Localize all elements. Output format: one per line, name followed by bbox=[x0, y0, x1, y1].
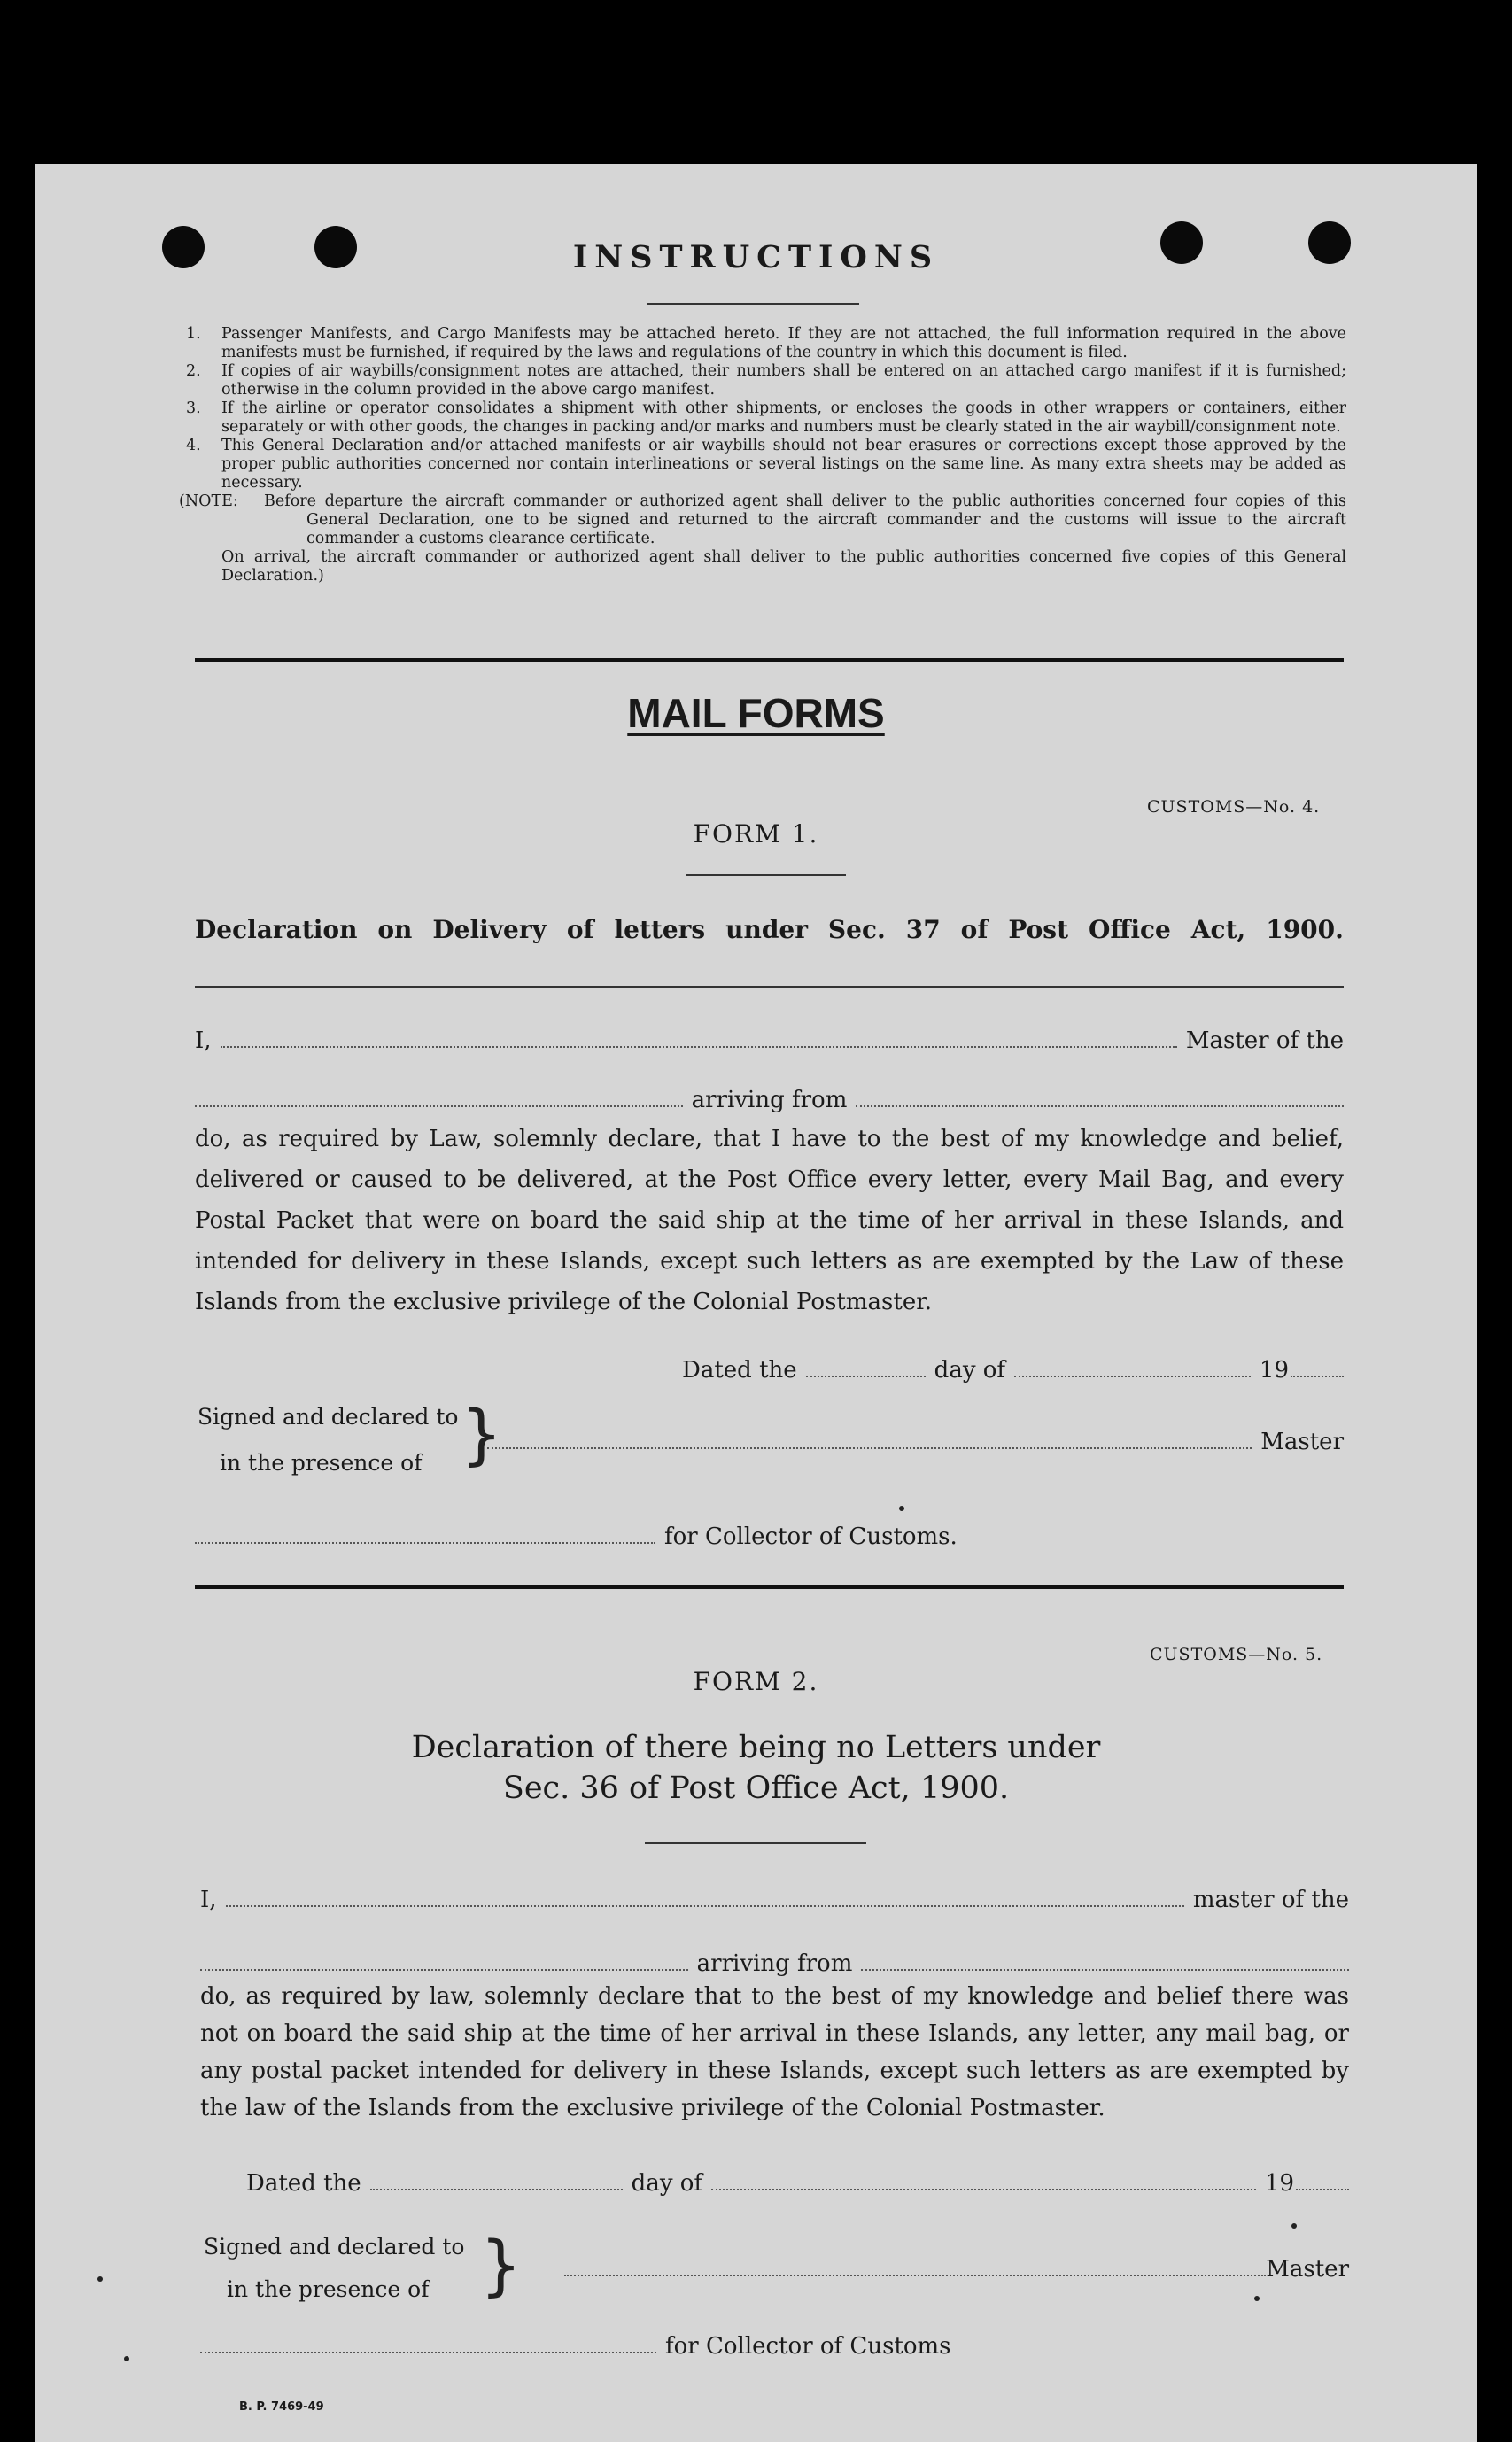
year-label: 19 bbox=[1264, 2170, 1294, 2197]
instruction-number: 1. bbox=[186, 325, 201, 343]
document-page bbox=[35, 164, 1477, 2442]
decl-word: of bbox=[960, 915, 989, 944]
mail-forms-title: MAIL FORMS bbox=[627, 690, 885, 736]
form2-master-signature-line bbox=[564, 2256, 1349, 2283]
instruction-text: This General Declaration and/or attached manifests or air waybills should not bear erasures or corrections except those approved by the proper public authorities concerned nor contain interlineations or several listings on the same line. As many extra sheets may be added as necessary. bbox=[221, 437, 1346, 492]
form2-year-field[interactable] bbox=[1296, 2173, 1349, 2190]
form1-arriving-from-label: arriving from bbox=[691, 1087, 848, 1113]
master-name-field[interactable] bbox=[221, 1030, 1177, 1048]
form2-dated-line bbox=[246, 2170, 1349, 2197]
ink-speck bbox=[1254, 2296, 1260, 2301]
form2-title-line-1: Declaration of there being no Letters under bbox=[411, 1730, 1101, 1765]
ink-speck bbox=[899, 1506, 904, 1511]
instruction-item-1 bbox=[186, 325, 1346, 362]
form1-month-field[interactable] bbox=[1014, 1360, 1251, 1377]
form1-dated-line bbox=[682, 1357, 1344, 1384]
form2-arriving-from-label: arriving from bbox=[696, 1950, 853, 1977]
form1-i-label: I, bbox=[195, 1027, 212, 1054]
form1-heading-underline bbox=[686, 874, 846, 876]
form1-line-master bbox=[195, 1027, 1344, 1054]
decl-word: letters bbox=[614, 915, 706, 944]
decl-word: Act, bbox=[1190, 915, 1246, 944]
footer-form-code: B. P. 7469-49 bbox=[239, 2400, 324, 2414]
form1-title-rule bbox=[195, 986, 1344, 988]
ink-speck bbox=[124, 2356, 129, 2361]
form1-collector-field[interactable] bbox=[195, 1526, 655, 1544]
form2-title-line-2: Sec. 36 of Post Office Act, 1900. bbox=[502, 1771, 1010, 1806]
note-text: Before departure the aircraft commander or authorized agent shall deliver to the public authorities concerned four copies of this General Declaration, one to be signed and returned to the aircraft commander and the customs will issue to the aircraft commander a customs clearance certificate. bbox=[264, 492, 1346, 547]
note-prefix: (NOTE: bbox=[179, 492, 238, 510]
day-of-label: day of bbox=[934, 1357, 1006, 1384]
decl-word: Declaration bbox=[195, 915, 358, 944]
form1-master-signature-line bbox=[487, 1429, 1344, 1455]
instruction-item-4 bbox=[186, 437, 1346, 492]
form1-year-field[interactable] bbox=[1291, 1360, 1344, 1377]
dated-the-label: Dated the bbox=[246, 2170, 361, 2197]
decl-word: Post bbox=[1008, 915, 1069, 944]
form1-signed-label-2: in the presence of bbox=[220, 1450, 423, 1476]
section-divider bbox=[195, 658, 1344, 662]
form2-title-underline bbox=[645, 1842, 866, 1844]
instructions-underline bbox=[647, 303, 859, 305]
form-divider bbox=[195, 1585, 1344, 1589]
dated-the-label: Dated the bbox=[682, 1357, 797, 1384]
form1-body: do, as required by Law, solemnly declare, that I have to the best of my knowledge and belief, delivered or caused to be delivered, at the Post Office every letter, every Mail Bag, and every Postal Packet that were on board the said ship at the time of her arrival in these Islands, and intended for delivery in these Islands, except such letters as are exempted by the Law of these Islands from the exclusive privilege of the Colonial Postmaster. bbox=[195, 1126, 1344, 1315]
instructions-title: INSTRUCTIONS bbox=[572, 239, 940, 275]
instruction-number: 3. bbox=[186, 399, 201, 417]
instruction-text: If the airline or operator consolidates a shipment with other shipments, or encloses the goods in other wrappers or containers, either separately or with other goods, the changes in packing and/or marks and numbers must be clearly stated in the air waybill/consignment note. bbox=[221, 399, 1346, 436]
instruction-item-3 bbox=[186, 399, 1346, 437]
form2-line-master bbox=[200, 1887, 1349, 1913]
instruction-number: 4. bbox=[186, 437, 201, 454]
instruction-text: If copies of air waybills/consignment notes are attached, their numbers shall be entered on an attached cargo manifest if it is furnished; otherwise in the column provided in the above cargo manifest. bbox=[221, 362, 1346, 399]
decl-word: under bbox=[725, 915, 808, 944]
decl-word: of bbox=[566, 915, 594, 944]
ship-name-field[interactable] bbox=[195, 1089, 683, 1107]
form1-heading: FORM 1. bbox=[693, 819, 819, 849]
form2-signed-label-2: in the presence of bbox=[227, 2276, 430, 2302]
form2-brace: } bbox=[480, 2228, 523, 2304]
form1-customs-number: CUSTOMS—No. 4. bbox=[1147, 797, 1321, 817]
instruction-item-2 bbox=[186, 362, 1346, 399]
decl-word: on bbox=[377, 915, 413, 944]
ink-speck bbox=[1291, 2223, 1297, 2229]
form2-date-day-field[interactable] bbox=[370, 2173, 623, 2190]
form2-collector-line bbox=[200, 2333, 997, 2360]
form2-signed-label-1: Signed and declared to bbox=[204, 2234, 465, 2260]
form2-collector-field[interactable] bbox=[200, 2336, 656, 2353]
form1-collector-label: for Collector of Customs. bbox=[664, 1523, 958, 1550]
form2-arriving-from-field[interactable] bbox=[861, 1953, 1349, 1971]
form1-signed-label-1: Signed and declared to bbox=[198, 1404, 459, 1430]
year-label: 19 bbox=[1259, 1357, 1289, 1384]
form1-date-day-field[interactable] bbox=[806, 1360, 926, 1377]
form2-declaration-title bbox=[35, 1727, 1477, 1809]
form1-master-label: Master bbox=[1260, 1429, 1344, 1455]
form1-line-arriving bbox=[195, 1087, 1344, 1113]
form1-declaration-title bbox=[195, 915, 1344, 944]
decl-word: 37 bbox=[905, 915, 941, 944]
decl-word: Sec. bbox=[827, 915, 886, 944]
instruction-note bbox=[179, 492, 1346, 585]
form2-i-label: I, bbox=[200, 1887, 217, 1913]
form2-master-label: Master bbox=[1266, 2256, 1349, 2283]
instructions-list bbox=[179, 325, 1346, 585]
form2-line-arriving bbox=[200, 1950, 1349, 1977]
form2-master-of-the-label: master of the bbox=[1192, 1887, 1349, 1913]
form2-master-name-field[interactable] bbox=[226, 1889, 1184, 1907]
day-of-label: day of bbox=[631, 2170, 703, 2197]
arriving-from-field[interactable] bbox=[856, 1089, 1344, 1107]
decl-word: Office bbox=[1088, 915, 1171, 944]
form2-collector-label: for Collector of Customs bbox=[665, 2333, 951, 2360]
note-text-arrival: On arrival, the aircraft commander or authorized agent shall deliver to the public authorities concerned five copies of this General Declaration.) bbox=[221, 548, 1346, 585]
form2-heading: FORM 2. bbox=[693, 1667, 819, 1696]
decl-word: Delivery bbox=[432, 915, 547, 944]
instruction-text: Passenger Manifests, and Cargo Manifests may be attached hereto. If they are not attached, the full information required in the above manifests must be furnished, if required by the laws and regulations of the country in which this document is filed. bbox=[221, 325, 1346, 361]
form2-body: do, as required by law, solemnly declare that to the best of my knowledge and belief there was not on board the said ship at the time of her arrival in these Islands, any letter, any mail bag, or any postal packet intended for delivery in these Islands, except such letters as are exempted by the law of the Islands from the exclusive privilege of the Colonial Postmaster. bbox=[200, 1983, 1349, 2121]
decl-word: 1900. bbox=[1266, 915, 1344, 944]
form1-master-of-the-label: Master of the bbox=[1185, 1027, 1344, 1054]
form1-brace: } bbox=[461, 1397, 503, 1473]
instruction-number: 2. bbox=[186, 362, 201, 380]
form2-ship-name-field[interactable] bbox=[200, 1953, 688, 1971]
form2-master-signature-field[interactable] bbox=[564, 2259, 1266, 2276]
form1-master-signature-field[interactable] bbox=[487, 1431, 1252, 1449]
ink-speck bbox=[97, 2276, 103, 2282]
form2-month-field[interactable] bbox=[711, 2173, 1256, 2190]
form2-customs-number: CUSTOMS—No. 5. bbox=[1150, 1645, 1323, 1664]
form1-collector-line bbox=[195, 1523, 992, 1550]
